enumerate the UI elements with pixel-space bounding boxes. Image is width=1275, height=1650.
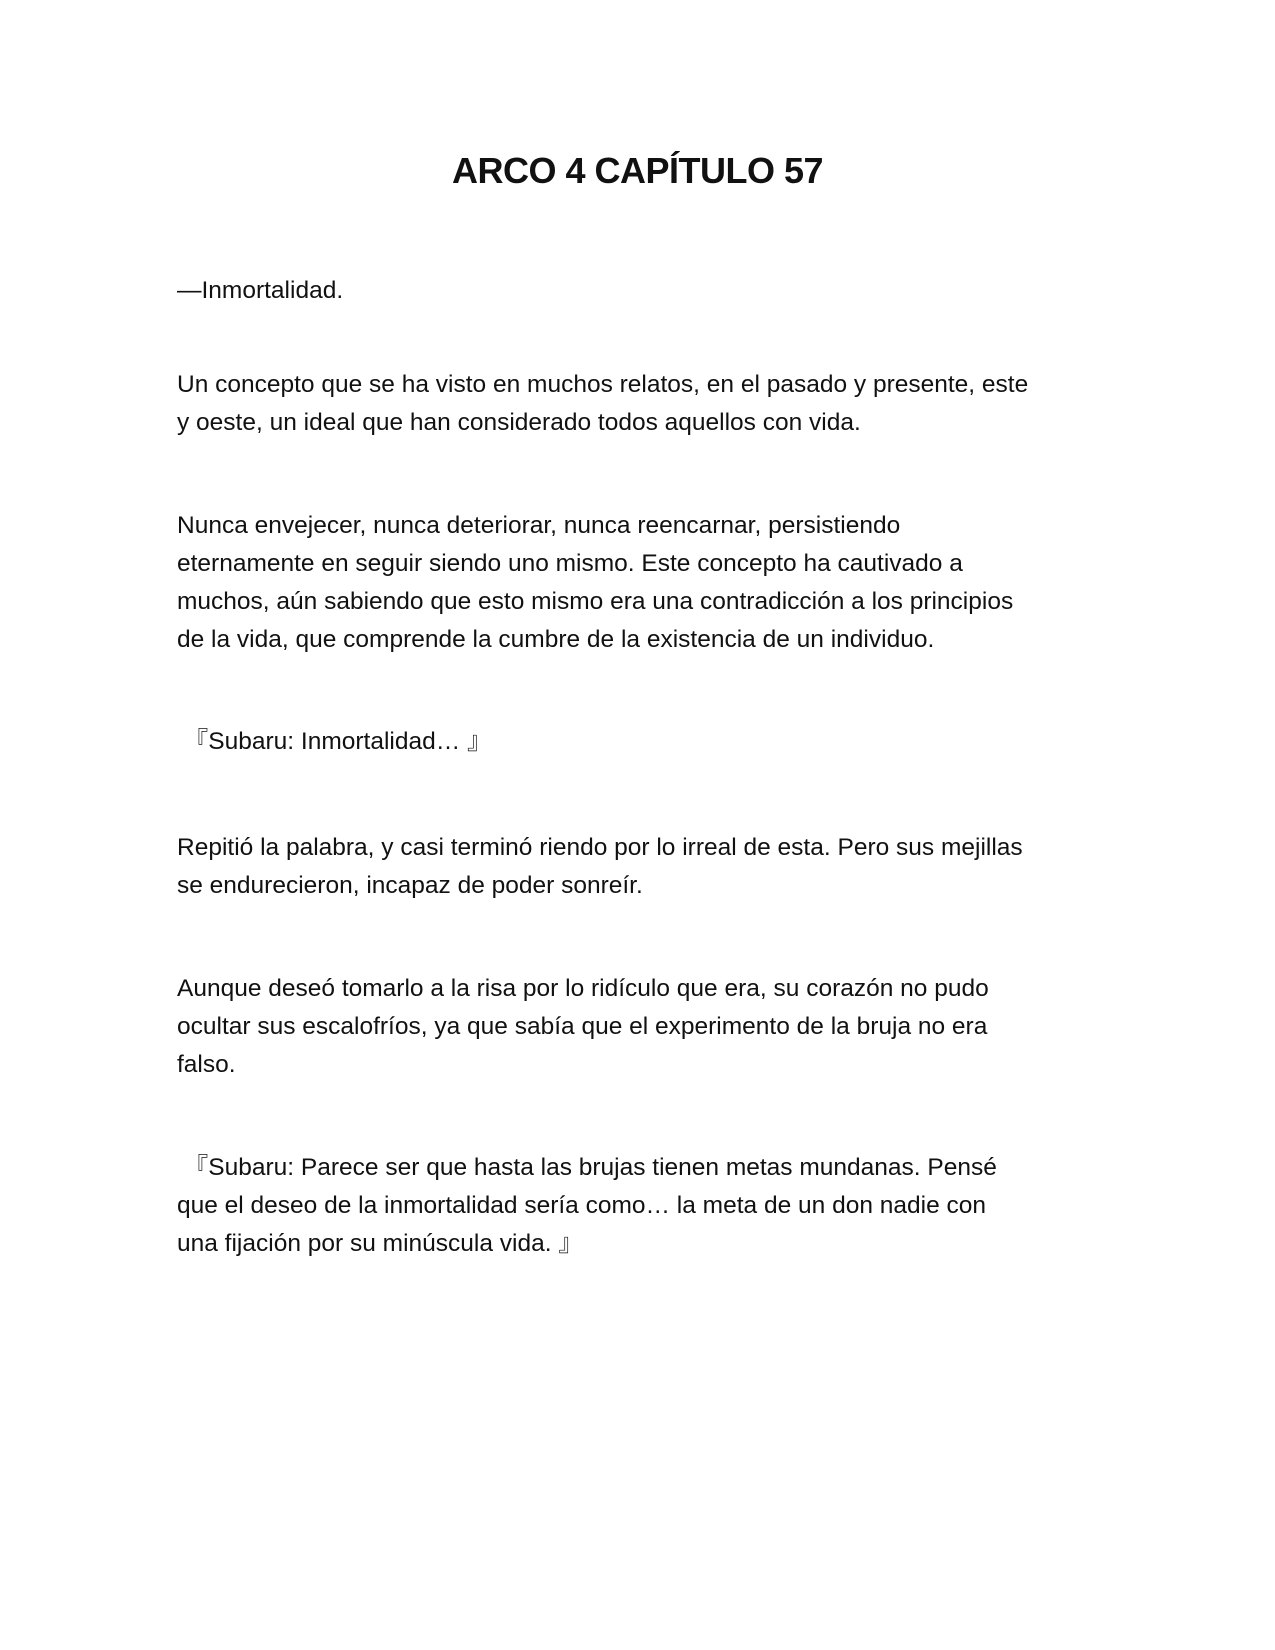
chapter-title: ARCO 4 CAPÍTULO 57 [451, 150, 824, 191]
paragraph-4-dialogue: 『Subaru: Inmortalidad… 』 [177, 728, 492, 755]
paragraph-1: —Inmortalidad. [177, 277, 344, 304]
paragraph-6: Aunque deseó tomarlo a la risa por lo ridículo que era, su corazón no pudo ocultar sus escalofríos, ya que sabía que el experimento de la bruja no era falso. [177, 975, 989, 1078]
paragraph-3: Nunca envejecer, nunca deteriorar, nunca reencarnar, persistiendo eternamente en seguir siendo uno mismo. Este concepto ha cautivado a muchos, aún sabiendo que esto mismo era una contradicción a los principios de la vida, que comprende la cumbre de la existencia de un individuo. [177, 512, 1014, 653]
paragraph-5: Repitió la palabra, y casi terminó riendo por lo irreal de esta. Pero sus mejillas se endurecieron, incapaz de poder sonreír. [177, 834, 1023, 899]
paragraph-7-dialogue: 『Subaru: Parece ser que hasta las brujas tienen metas mundanas. Pensé que el deseo de la inmortalidad sería como… la meta de un don nadie con una fijación por su minúscula vida. 』 [177, 1154, 997, 1257]
paragraph-2: Un concepto que se ha visto en muchos relatos, en el pasado y presente, este y oeste, un ideal que han considerado todos aquellos con vida. [177, 371, 1029, 436]
